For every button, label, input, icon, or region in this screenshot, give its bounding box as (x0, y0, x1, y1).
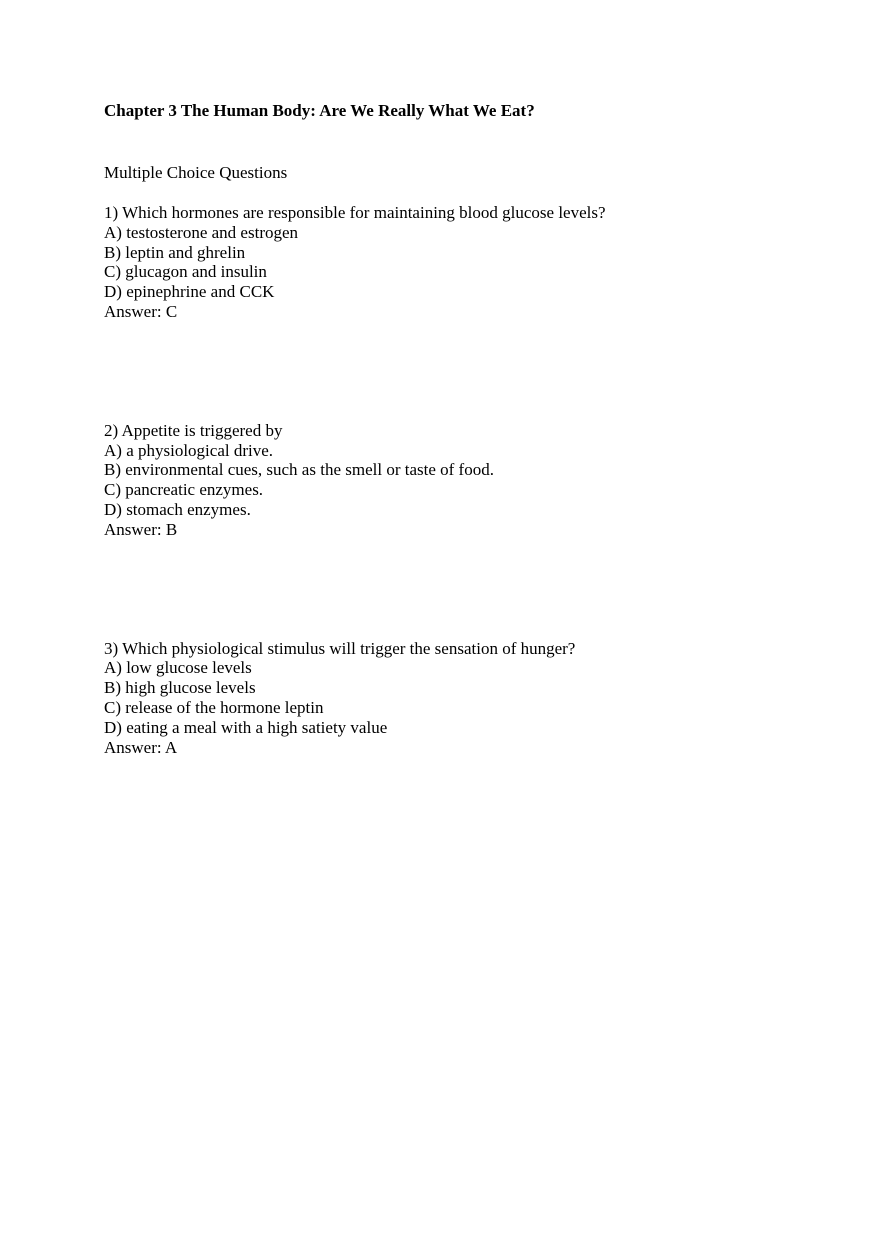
section-heading: Multiple Choice Questions (104, 163, 288, 182)
question-stem: 3) Which physiological stimulus will trigger the sensation of hunger? (104, 638, 576, 658)
answer-option: D) eating a meal with a high satiety value (104, 717, 388, 737)
answer-option: C) release of the hormone leptin (104, 697, 324, 717)
document-content (104, 99, 804, 757)
answer-option: B) high glucose levels (104, 678, 256, 698)
question-block (104, 639, 804, 758)
answer-key: Answer: C (104, 301, 178, 321)
question-block (104, 421, 804, 540)
answer-key: Answer: A (104, 737, 178, 757)
answer-option: D) epinephrine and CCK (104, 282, 275, 302)
answer-key: Answer: B (104, 519, 178, 539)
answer-option: B) environmental cues, such as the smell or taste of food. (104, 460, 494, 480)
question-block (104, 203, 804, 322)
answer-option: B) leptin and ghrelin (104, 242, 246, 262)
chapter-title: Chapter 3 The Human Body: Are We Really What We Eat? (104, 101, 535, 120)
answer-option: A) a physiological drive. (104, 440, 274, 460)
answer-option: A) low glucose levels (104, 658, 252, 678)
answer-option: C) glucagon and insulin (104, 262, 267, 282)
question-stem: 2) Appetite is triggered by (104, 420, 283, 440)
answer-option: A) testosterone and estrogen (104, 222, 299, 242)
answer-option: C) pancreatic enzymes. (104, 480, 264, 500)
answer-option: D) stomach enzymes. (104, 499, 251, 519)
question-stem: 1) Which hormones are responsible for maintaining blood glucose levels? (104, 203, 606, 222)
